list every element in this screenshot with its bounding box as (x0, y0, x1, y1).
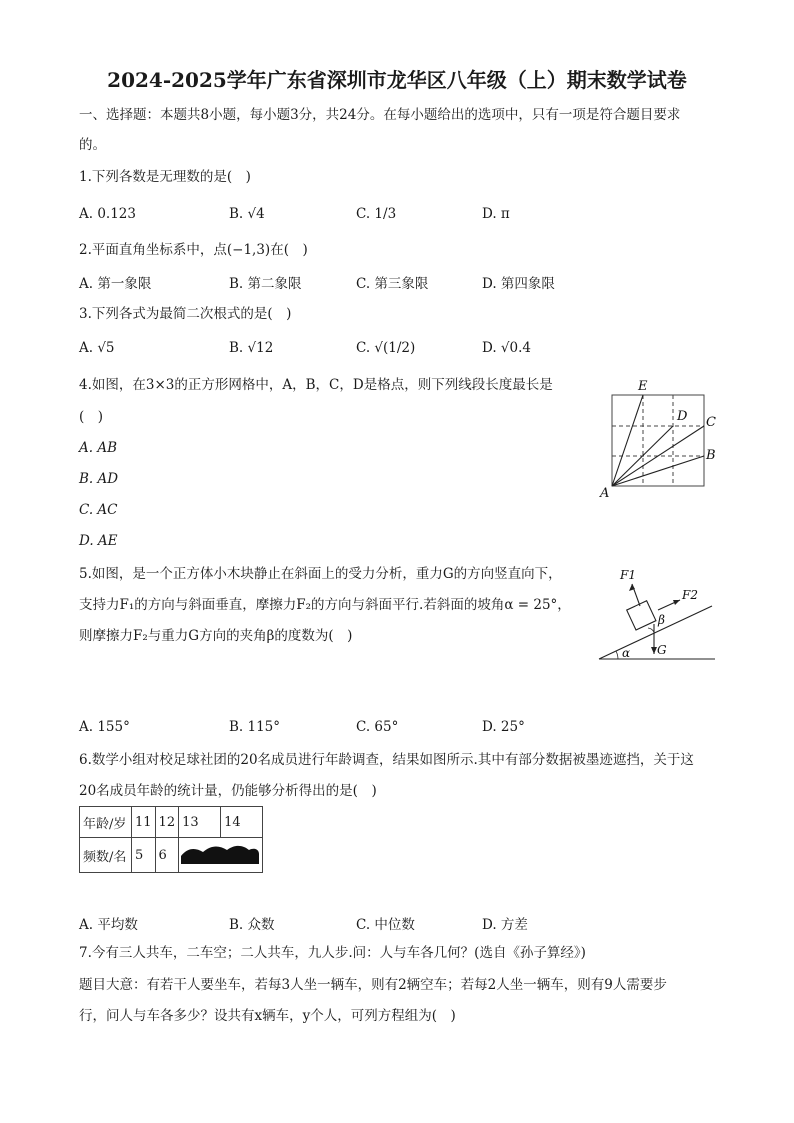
q6-option-c: C. 中位数 (356, 917, 415, 933)
q4-label-b: B (706, 448, 716, 463)
table-cell: 6 (155, 838, 179, 873)
q4-option-b: B. AD (79, 471, 119, 487)
ink-blot-cell (179, 838, 263, 873)
q5-label-g: G (657, 643, 667, 657)
q4-label-e: E (638, 379, 648, 394)
q3-stem: 3.下列各式为最简二次根式的是( ) (79, 306, 292, 322)
q4-label-c: C (706, 415, 716, 430)
q5-option-d: D. 25° (482, 719, 525, 735)
q4-grid-figure (596, 376, 726, 501)
q5-option-b: B. 115° (229, 719, 281, 735)
q6-option-a: A. 平均数 (79, 917, 138, 933)
q6-option-b: B. 众数 (229, 917, 275, 933)
q1-option-d: D. π (482, 206, 510, 222)
table-cell: 5 (132, 838, 156, 873)
q3-option-a: A. √5 (79, 340, 115, 356)
table-cell: 13 (179, 807, 221, 838)
q2-option-c: C. 第三象限 (356, 276, 429, 292)
q4-stem-bracket: ( ) (79, 409, 104, 425)
q4-stem: 4.如图，在3×3的正方形网格中，A，B，C，D是格点，则下列线段长度最长是 (79, 377, 553, 393)
table-cell: 14 (221, 807, 263, 838)
q5-option-a: A. 155° (79, 719, 130, 735)
q1-option-b: B. √4 (229, 206, 265, 222)
age-frequency-table (79, 806, 263, 873)
q2-option-b: B. 第二象限 (229, 276, 302, 292)
q3-option-c: C. √(1/2) (356, 340, 416, 356)
q5-line3: 则摩擦力F₂与重力G方向的夹角β的度数为( ) (79, 628, 353, 644)
q6-line2: 20名成员年龄的统计量，仍能够分析得出的是( ) (79, 783, 377, 799)
page-title: 2024-2025学年广东省深圳市龙华区八年级（上）期末数学试卷 (107, 68, 687, 92)
table-row (80, 807, 263, 838)
q4-option-c: C. AC (79, 502, 118, 518)
q5-line2: 支持力F₁的方向与斜面垂直，摩擦力F₂的方向与斜面平行.若斜面的坡角α = 25°， (79, 597, 571, 613)
q3-option-d: D. √0.4 (482, 340, 531, 356)
q1-option-c: C. 1/3 (356, 206, 397, 222)
q3-option-b: B. √12 (229, 340, 274, 356)
q2-option-d: D. 第四象限 (482, 276, 555, 292)
q4-option-d: D. AE (79, 533, 118, 549)
q6-option-d: D. 方差 (482, 917, 528, 933)
table-cell: 频数/名 (80, 838, 132, 873)
section-heading-line1: 一、选择题：本题共8小题，每小题3分，共24分。在每小题给出的选项中，只有一项是符合题目要求 (79, 107, 681, 123)
q7-line3: 行，问人与车各多少？设共有x辆车，y个人，可列方程组为( ) (79, 1008, 456, 1024)
q7-line2: 题目大意：有若干人要坐车，若每3人坐一辆车，则有2辆空车；若每2人坐一辆车，则有9人需要步 (79, 977, 667, 993)
q5-label-alpha: α (622, 646, 631, 660)
table-row (80, 838, 263, 873)
q2-option-a: A. 第一象限 (79, 276, 152, 292)
q5-line1: 5.如图，是一个正方体小木块静止在斜面上的受力分析，重力G的方向竖直向下， (79, 566, 562, 582)
q4-option-a: A. AB (79, 440, 118, 456)
table-cell: 12 (155, 807, 179, 838)
q6-line1: 6.数学小组对校足球社团的20名成员进行年龄调查，结果如图所示.其中有部分数据被墨迹遮挡，关于这 (79, 752, 694, 768)
q5-label-f1: F1 (620, 568, 636, 582)
table-cell: 11 (132, 807, 156, 838)
q2-stem: 2.平面直角坐标系中，点(−1,3)在( ) (79, 242, 308, 258)
table-cell: 年龄/岁 (80, 807, 132, 838)
q1-stem: 1.下列各数是无理数的是( ) (79, 169, 251, 185)
q7-line1: 7.今有三人共车，二车空；二人共车，九人步.问：人与车各几何？(选自《孙子算经》) (79, 945, 586, 961)
q5-incline-figure (596, 562, 718, 664)
q5-label-f2: F2 (682, 588, 698, 602)
q4-label-d: D (677, 409, 688, 424)
q4-label-a: A (600, 486, 610, 501)
q1-option-a: A. 0.123 (79, 206, 136, 222)
q5-option-c: C. 65° (356, 719, 399, 735)
q5-label-beta: β (658, 613, 665, 627)
section-heading-line2: 的。 (79, 137, 106, 153)
ink-blot (179, 838, 261, 868)
